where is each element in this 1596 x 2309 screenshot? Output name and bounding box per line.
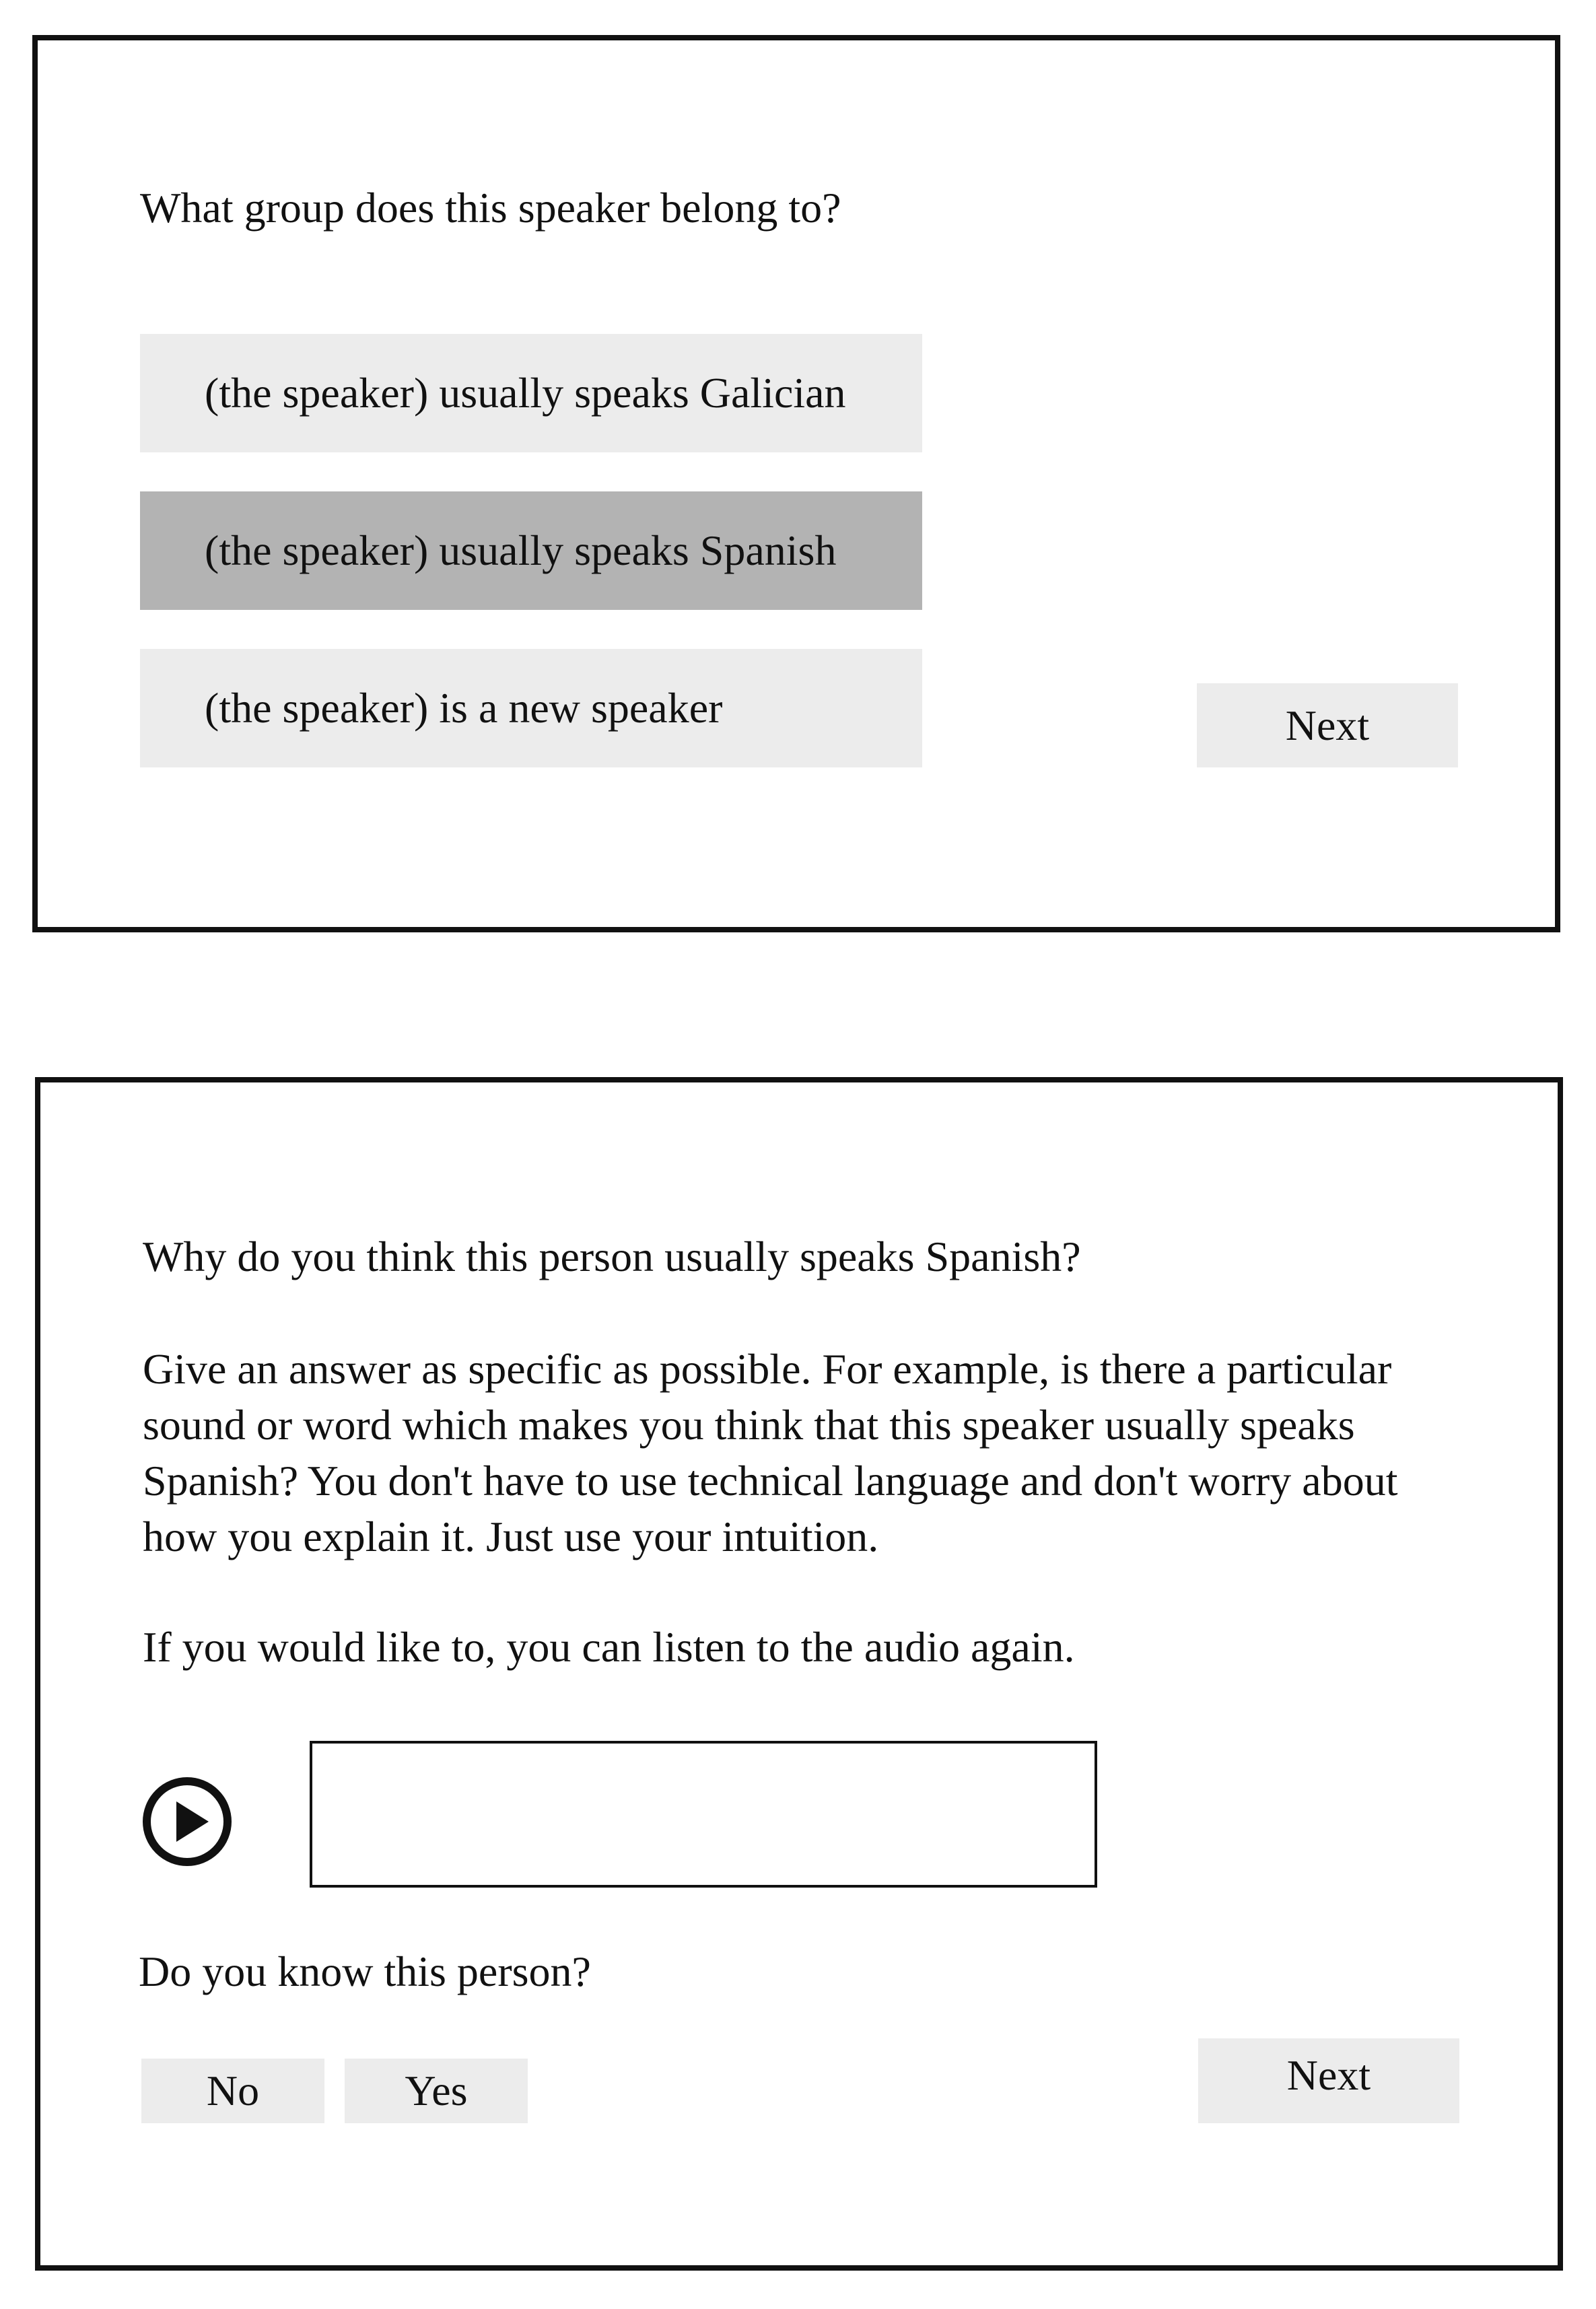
answer-input[interactable] bbox=[310, 1741, 1097, 1888]
speaker-group-screen bbox=[32, 35, 1560, 932]
option-galician[interactable]: (the speaker) usually speaks Galician bbox=[140, 334, 922, 452]
why-question: Why do you think this person usually speaks Spanish? bbox=[143, 1233, 1081, 1280]
no-button[interactable]: No bbox=[141, 2059, 324, 2123]
next-button[interactable]: Next bbox=[1198, 2038, 1459, 2123]
next-button[interactable]: Next bbox=[1197, 683, 1458, 767]
audio-prompt: If you would like to, you can listen to the audio again. bbox=[143, 1623, 1075, 1671]
group-question: What group does this speaker belong to? bbox=[140, 184, 841, 232]
option-new-speaker[interactable]: (the speaker) is a new speaker bbox=[140, 649, 922, 767]
yes-button[interactable]: Yes bbox=[345, 2059, 528, 2123]
option-spanish[interactable]: (the speaker) usually speaks Spanish bbox=[140, 491, 922, 610]
play-circle-icon[interactable] bbox=[141, 1776, 233, 1867]
explanation-screen bbox=[35, 1077, 1563, 2271]
know-question: Do you know this person? bbox=[139, 1948, 591, 1995]
instructions-text: Give an answer as specific as possible. For example, is there a particular sound or word which makes you think that this speaker usually speaks Spanish? You don't have to use technical language and don't worry about how you explain it. Just use your intuition. bbox=[143, 1345, 1398, 1560]
